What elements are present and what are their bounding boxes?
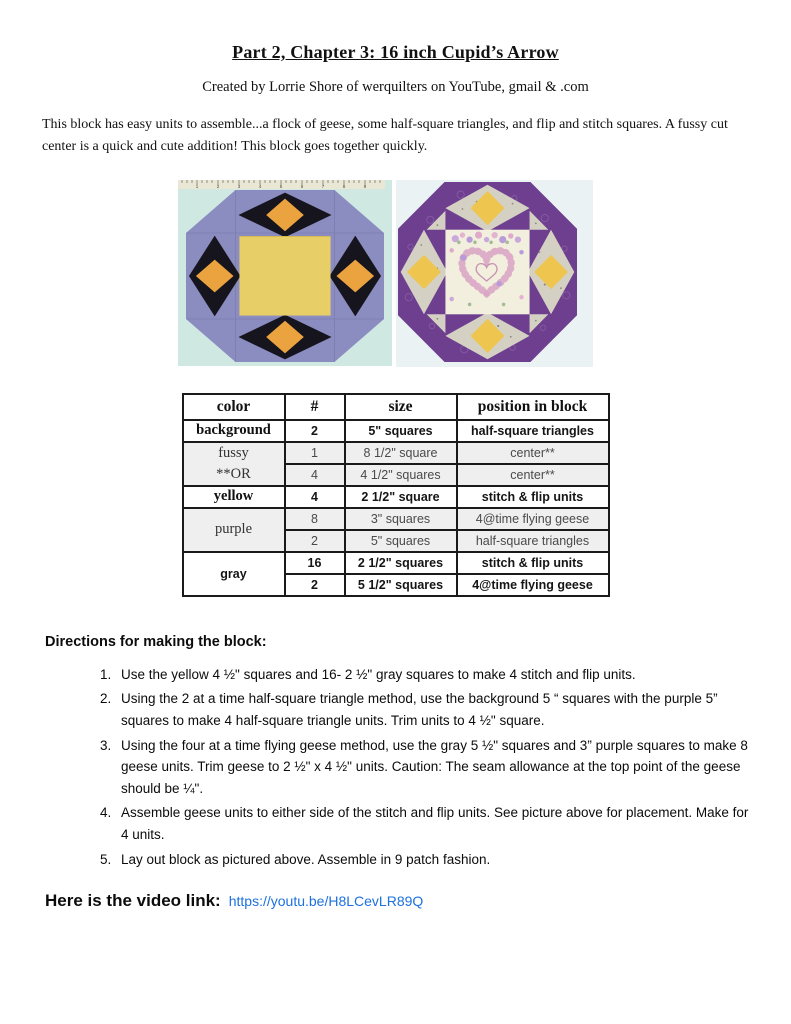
fussy-label-line1: fussy: [218, 444, 249, 461]
directions-heading: Directions for making the block:: [45, 633, 267, 650]
svg-text:9: 9: [363, 183, 367, 189]
svg-text:8: 8: [342, 183, 346, 189]
ruler-strip: [178, 180, 385, 189]
cell-count: 8: [285, 508, 345, 530]
youtube-video-link[interactable]: https://youtu.be/H8LCevLR89Q: [228, 893, 424, 910]
directions-list: [93, 664, 755, 870]
table-header-row: [183, 394, 609, 420]
cell-position: 4@time flying geese: [457, 508, 609, 530]
header-position: position in block: [457, 394, 609, 420]
cell-count: 2: [285, 574, 345, 596]
direction-step-3: 3. Using the four at a time flying geese method, use the gray 5 ½" squares and 3” purple squares to make 8 geese units. Trim geese to 2 ½" x 4 ½" units. Caution: The seam allowance at the top point of the geese should be ¼".: [115, 735, 755, 800]
cell-color: yellow: [183, 486, 285, 508]
cell-count: 2: [285, 530, 345, 552]
cell-count: 2: [285, 420, 345, 442]
cell-count: 1: [285, 442, 345, 464]
svg-text:6: 6: [300, 183, 304, 189]
cell-color-fussy: [183, 442, 285, 486]
cell-color: background: [183, 420, 285, 442]
cell-size: 3" squares: [345, 508, 457, 530]
table-row-gray-1: [183, 552, 609, 574]
page-title: Part 2, Chapter 3: 16 inch Cupid’s Arrow: [232, 42, 559, 62]
svg-text:3: 3: [237, 183, 241, 189]
header-size: size: [345, 394, 457, 420]
cell-count: 4: [285, 486, 345, 508]
cell-size: 5 1/2" squares: [345, 574, 457, 596]
cell-size: 8 1/2" square: [345, 442, 457, 464]
table-row-background: [183, 420, 609, 442]
quilt-photos-row: [178, 180, 791, 367]
intro-paragraph: This block has easy units to assemble...a flock of geese, some half-square triangles, and flip and stitch squares. A fussy cut center is a quick and cute addition! This block goes together quickly.: [42, 117, 728, 155]
quilt-block-photo-right: [396, 180, 593, 367]
quilt-block-photo-left: [178, 180, 392, 366]
cutting-table: [182, 393, 610, 597]
cell-size: 2 1/2" square: [345, 486, 457, 508]
cell-position: half-square triangles: [457, 420, 609, 442]
direction-step-4: 4. Assemble geese units to either side of the stitch and flip units. See picture above for placement. Make for 4 units.: [115, 802, 755, 845]
cell-color-purple: purple: [183, 508, 285, 552]
directions-section: [45, 634, 755, 870]
cell-position: half-square triangles: [457, 530, 609, 552]
direction-step-2: 2. Using the 2 at a time half-square triangle method, use the background 5 “ squares with the purple 5” squares to make 4 half-square triangle units. Trim units to 4 ½" square.: [115, 688, 755, 731]
svg-text:1: 1: [195, 183, 199, 189]
header-count: #: [285, 394, 345, 420]
video-link-label: Here is the video link:: [45, 891, 221, 911]
direction-step-5: 5. Lay out block as pictured above. Assemble in 9 patch fashion.: [115, 849, 755, 871]
cell-color-gray: gray: [183, 552, 285, 596]
cell-position: center**: [457, 442, 609, 464]
fussy-label-line2: **OR: [216, 465, 251, 482]
table-row-purple-1: [183, 508, 609, 530]
svg-text:2: 2: [216, 183, 220, 189]
svg-text:5: 5: [279, 183, 283, 189]
page-subtitle: Created by Lorrie Shore of werquilters on YouTube, gmail & .com: [202, 79, 589, 95]
cell-position: stitch & flip units: [457, 486, 609, 508]
cell-position: center**: [457, 464, 609, 486]
header-color: color: [183, 394, 285, 420]
cell-position: 4@time flying geese: [457, 574, 609, 596]
cell-size: 5" squares: [345, 420, 457, 442]
cell-count: 4: [285, 464, 345, 486]
direction-step-1: 1. Use the yellow 4 ½" squares and 16- 2 ½" gray squares to make 4 stitch and flip units.: [115, 664, 755, 686]
svg-text:7: 7: [321, 183, 325, 189]
table-row-yellow: [183, 486, 609, 508]
svg-text:4: 4: [258, 183, 262, 189]
video-link-row: [45, 891, 755, 911]
table-row-fussy-1: [183, 442, 609, 464]
cell-size: 2 1/2" squares: [345, 552, 457, 574]
cell-size: 4 1/2" squares: [345, 464, 457, 486]
cell-position: stitch & flip units: [457, 552, 609, 574]
cell-size: 5" squares: [345, 530, 457, 552]
cell-count: 16: [285, 552, 345, 574]
